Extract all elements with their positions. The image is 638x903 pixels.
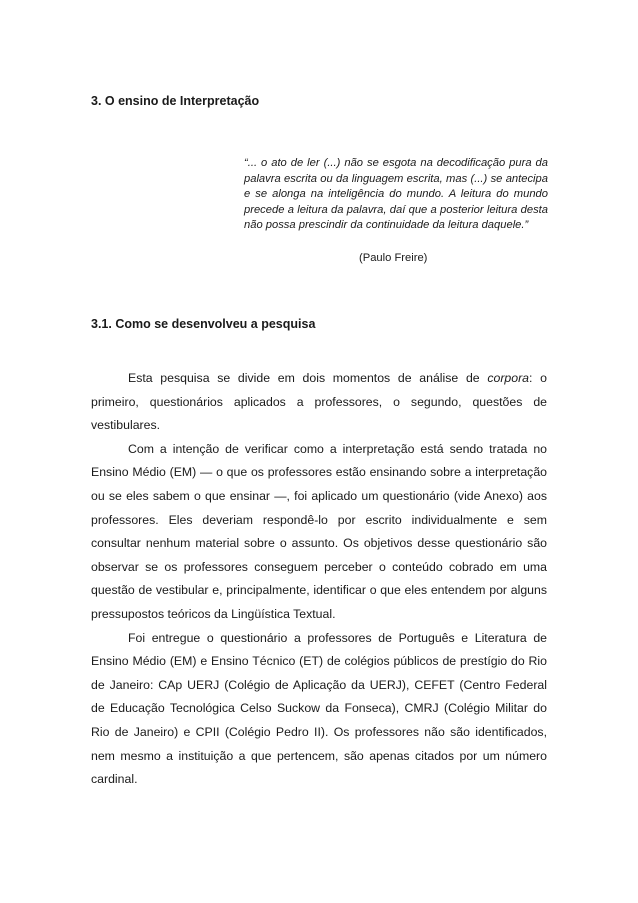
section-heading: 3. O ensino de Interpretação — [91, 94, 260, 108]
body-text — [91, 367, 547, 792]
paragraph-1-emphasis: corpora — [487, 371, 530, 385]
paragraph-3: Foi entregue o questionário a professores de Português e Literatura de Ensino Médio (EM) e Ensino Técnico (ET) de colégios públicos de prestígio do Rio de Janeiro: CAp UERJ (Colégio de Aplicação da UERJ), CEFET (Centro Federal de Educação Tecnológica Celso Suckow da Fonseca), CMRJ (Colégio Militar do Rio de Janeiro) e CPII (Colégio Pedro II). Os professores não são identificados, nem mesmo a instituição a que pertencem, são apenas citados por um número cardinal. — [91, 630, 547, 787]
epigraph-author: (Paulo Freire) — [359, 252, 428, 264]
paragraph-1-end: : o primeiro, questionários aplicados a professores, o segundo, questões de vestibulares. — [91, 371, 547, 433]
epigraph-quote: “... o ato de ler (...) não se esgota na decodificação pura da palavra escrita ou da linguagem escrita, mas (...) se antecipa e se alonga na inteligência do mundo. A leitura do mundo precede a leitura da palavra, daí que a posterior leitura desta não possa prescindir da continuidade da leitura daquele.” — [244, 157, 548, 231]
paragraph-1 — [91, 367, 547, 438]
subsection-heading: 3.1. Como se desenvolveu a pesquisa — [91, 317, 316, 331]
paragraph-1-start: Esta pesquisa se divide em dois momentos de análise de — [128, 371, 488, 385]
paragraph-2: Com a intenção de verificar como a interpretação está sendo tratada no Ensino Médio (EM) — o que os professores estão ensinando sobre a interpretação ou se eles sabem o que ensinar —, foi aplicado um questionário (vide Anexo) aos professores. Eles deveriam respondê-lo por escrito individualmente e sem consultar nenhum material sobre o assunto. Os objetivos desse questionário são observar se os professores conseguem perceber o conteúdo cobrado em uma questão de vestibular e, principalmente, identificar o que eles entendem por alguns pressupostos teóricos da Lingüística Textual. — [91, 441, 547, 621]
